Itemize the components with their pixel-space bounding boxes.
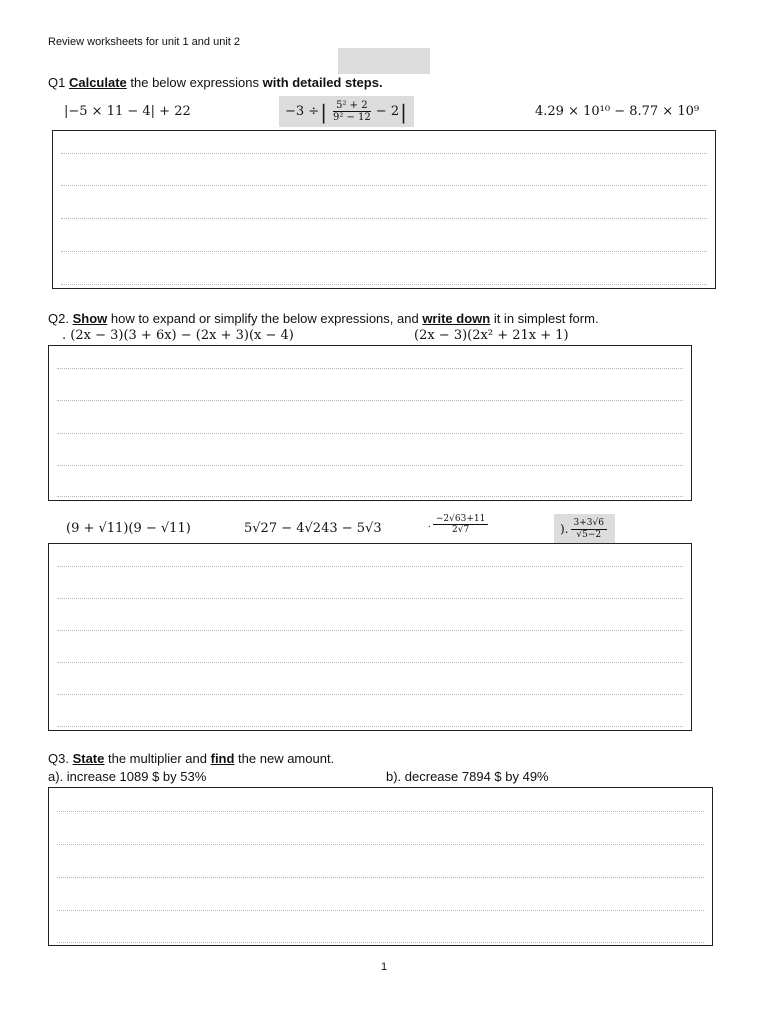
- q2-expression-4: 5√27 − 4√243 − 5√3: [244, 521, 382, 536]
- q2-prompt: [48, 311, 599, 326]
- q2-expr6-fraction: [571, 518, 607, 540]
- q1-verb: Calculate: [68, 75, 127, 90]
- answer-line: [57, 496, 683, 497]
- q2-expr6-lead: ).: [560, 522, 569, 536]
- q2-expr5-denominator: 2√7: [452, 525, 470, 536]
- q2-prefix: Q2.: [48, 311, 73, 326]
- q2-expr6-numerator: 3+3√6: [571, 518, 607, 529]
- q2-expr6-denominator: √5−2: [576, 529, 602, 540]
- q2-expression-5: [428, 514, 490, 536]
- worksheet-title: Review worksheets for unit 1 and unit 2: [48, 36, 240, 48]
- q3-prompt: [48, 751, 334, 766]
- answer-line: [57, 662, 683, 663]
- q1-middle: the below expressions: [126, 75, 263, 90]
- q1-emphasis: with detailed steps.: [262, 75, 383, 90]
- q1-prefix: Q1: [48, 75, 69, 90]
- answer-line: [57, 465, 683, 466]
- q3-middle: the multiplier and: [104, 751, 211, 766]
- answer-line: [57, 368, 683, 369]
- answer-line: [57, 811, 704, 812]
- answer-line: [57, 877, 704, 878]
- abs-bar-right: |: [400, 99, 407, 124]
- answer-line: [57, 598, 683, 599]
- q3-answer-box[interactable]: [48, 787, 713, 946]
- q3-verb-find: find: [210, 751, 235, 766]
- answer-line: [57, 400, 683, 401]
- q2-expr5-fraction: [433, 514, 488, 536]
- q2-answer-box-2[interactable]: [48, 543, 692, 731]
- answer-line: [57, 566, 683, 567]
- q2-middle: how to expand or simplify the below expressions, and: [107, 311, 423, 326]
- answer-line: [61, 153, 707, 154]
- q2-verb-write-down: write down: [422, 311, 491, 326]
- page-number: 1: [380, 961, 388, 973]
- answer-line: [61, 218, 707, 219]
- q1-answer-box[interactable]: [52, 130, 716, 289]
- answer-line: [57, 910, 704, 911]
- q1-expr2-suffix: − 2: [375, 104, 400, 119]
- q2-expression-3: (9 + √11)(9 − √11): [66, 521, 191, 536]
- q2-expression-2: (2x − 3)(2x² + 21x + 1): [414, 328, 569, 343]
- q2-expression-1: . (2x − 3)(3 + 6x) − (2x + 3)(x − 4): [62, 328, 294, 343]
- q1-expr2-fraction: [330, 100, 374, 124]
- q3-verb-state: State: [72, 751, 105, 766]
- answer-line: [61, 185, 707, 186]
- q1-prompt: [48, 75, 383, 90]
- q2-suffix: it in simplest form.: [490, 311, 599, 326]
- q3-part-a: a). increase 1089 $ by 53%: [48, 769, 207, 784]
- q2-expression-6: [554, 514, 615, 544]
- redaction-block: [338, 48, 430, 74]
- q2-expr5-numerator: −2√63+11: [433, 514, 488, 525]
- q3-suffix: the new amount.: [234, 751, 335, 766]
- answer-line: [61, 284, 707, 285]
- answer-line: [57, 433, 683, 434]
- q1-expr2-denominator: 9² − 12: [332, 112, 371, 123]
- q1-expr2-numerator: 5² + 2: [333, 100, 370, 113]
- q2-answer-box-1[interactable]: [48, 345, 692, 501]
- q1-expr2-prefix: −3 ÷: [285, 104, 320, 119]
- answer-line: [57, 726, 683, 727]
- answer-line: [57, 630, 683, 631]
- q2-verb-show: Show: [72, 311, 108, 326]
- answer-line: [61, 251, 707, 252]
- answer-line: [57, 844, 704, 845]
- q3-part-b: b). decrease 7894 $ by 49%: [386, 769, 549, 784]
- q1-expression-2: [279, 96, 414, 127]
- q1-expression-3: 4.29 × 10¹⁰ − 8.77 × 10⁹: [535, 104, 700, 119]
- q1-expression-1: |−5 × 11 − 4| + 22: [64, 104, 191, 119]
- answer-line: [57, 942, 704, 943]
- abs-bar-left: |: [320, 99, 327, 124]
- q3-prefix: Q3.: [48, 751, 73, 766]
- answer-line: [57, 694, 683, 695]
- q2-expr5-lead: .: [428, 519, 431, 530]
